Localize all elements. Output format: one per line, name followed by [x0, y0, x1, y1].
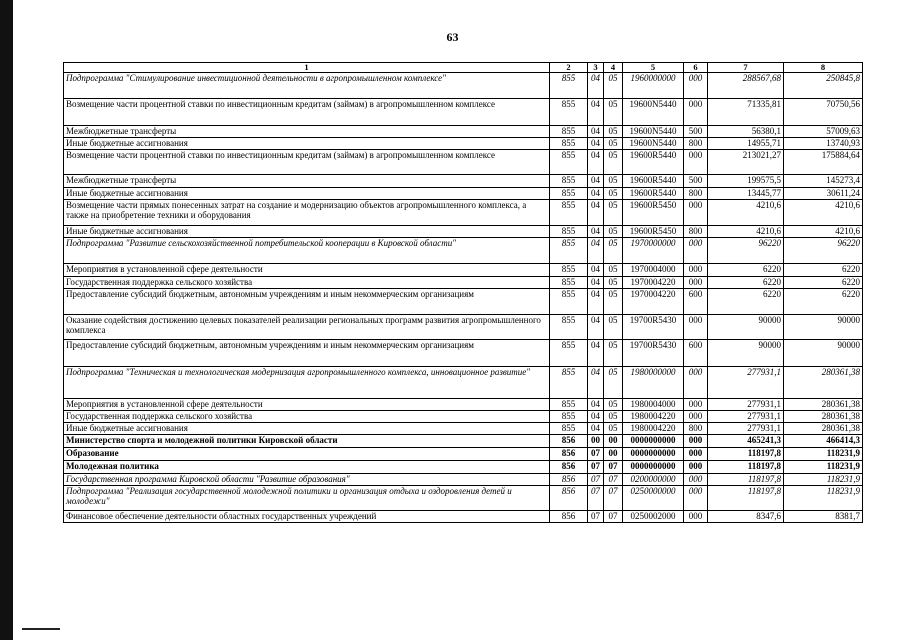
table-row [64, 99, 863, 126]
amount-year-1-cell: 277931,1 [708, 423, 784, 435]
row-name-cell: Предоставление субсидий бюджетным, автономным учреждениям и иным некоммерческим организациям [64, 340, 550, 367]
amount-year-2-cell: 280361,38 [784, 367, 863, 399]
table-row [64, 238, 863, 264]
amount-year-2-cell: 13740,93 [784, 138, 863, 150]
subsection-code-cell: 05 [604, 264, 623, 277]
amount-year-1-cell: 213021,27 [708, 150, 784, 175]
expense-type-cell: 800 [684, 138, 708, 150]
table-row [64, 188, 863, 200]
section-code-cell: 04 [588, 226, 604, 238]
subsection-code-cell: 07 [604, 511, 623, 523]
subsection-code-cell: 05 [604, 277, 623, 289]
amount-year-2-cell: 466414,3 [784, 435, 863, 448]
target-article-cell: 19600N5440 [623, 99, 684, 126]
expense-type-cell: 600 [684, 289, 708, 315]
expense-type-cell: 000 [684, 200, 708, 226]
target-article-cell: 1970004220 [623, 289, 684, 315]
subsection-code-cell: 07 [604, 461, 623, 474]
amount-year-2-cell: 90000 [784, 315, 863, 340]
target-article-cell: 1970004220 [623, 277, 684, 289]
table-body [64, 73, 863, 523]
target-article-cell: 1980004000 [623, 399, 684, 411]
row-name-cell: Мероприятия в установленной сфере деятельности [64, 264, 550, 277]
expense-type-cell: 500 [684, 175, 708, 188]
subsection-code-cell: 05 [604, 150, 623, 175]
subsection-code-cell: 05 [604, 175, 623, 188]
column-header: 1 [64, 63, 550, 73]
target-article-cell: 0200000000 [623, 474, 684, 486]
row-name-cell: Государственная поддержка сельского хозяйства [64, 411, 550, 423]
ministry-code-cell: 855 [550, 226, 588, 238]
expense-type-cell: 000 [684, 411, 708, 423]
row-name-cell: Предоставление субсидий бюджетным, автономным учреждениям и иным некоммерческим организациям [64, 289, 550, 315]
subsection-code-cell: 05 [604, 188, 623, 200]
row-name-cell: Подпрограмма "Техническая и технологическая модернизация агропромышленного комплекса, инновационное развитие" [64, 367, 550, 399]
amount-year-2-cell: 118231,9 [784, 461, 863, 474]
table-row [64, 511, 863, 523]
row-name-cell: Подпрограмма "Реализация государственной молодежной политики и организация отдыха и оздоровления детей и молодежи" [64, 486, 550, 511]
ministry-code-cell: 855 [550, 126, 588, 138]
table-row [64, 150, 863, 175]
table-row [64, 73, 863, 99]
table-row [64, 367, 863, 399]
subsection-code-cell: 05 [604, 411, 623, 423]
amount-year-1-cell: 277931,1 [708, 411, 784, 423]
expense-type-cell: 000 [684, 367, 708, 399]
subsection-code-cell: 05 [604, 399, 623, 411]
amount-year-1-cell: 90000 [708, 340, 784, 367]
target-article-cell: 1980000000 [623, 367, 684, 399]
target-article-cell: 19600N5440 [623, 126, 684, 138]
amount-year-2-cell: 57009,63 [784, 126, 863, 138]
target-article-cell: 0250002000 [623, 511, 684, 523]
amount-year-1-cell: 71335,81 [708, 99, 784, 126]
ministry-code-cell: 855 [550, 99, 588, 126]
target-article-cell: 0000000000 [623, 448, 684, 461]
subsection-code-cell: 05 [604, 238, 623, 264]
target-article-cell: 19600R5440 [623, 150, 684, 175]
amount-year-1-cell: 118197,8 [708, 486, 784, 511]
expense-type-cell: 000 [684, 99, 708, 126]
amount-year-2-cell: 96220 [784, 238, 863, 264]
row-name-cell: Возмещение части процентной ставки по инвестиционным кредитам (займам) в агропромышленном комплексе [64, 150, 550, 175]
ministry-code-cell: 855 [550, 315, 588, 340]
row-name-cell: Возмещение части прямых понесенных затрат на создание и модернизацию объектов агропромышленного комплекса, а также на приобретение техники и оборудования [64, 200, 550, 226]
table-row [64, 277, 863, 289]
table-row [64, 399, 863, 411]
section-code-cell: 04 [588, 423, 604, 435]
column-header: 3 [588, 63, 604, 73]
ministry-code-cell: 856 [550, 461, 588, 474]
section-code-cell: 07 [588, 511, 604, 523]
target-article-cell: 1980004220 [623, 423, 684, 435]
ministry-code-cell: 855 [550, 340, 588, 367]
column-header: 7 [708, 63, 784, 73]
row-name-cell: Иные бюджетные ассигнования [64, 423, 550, 435]
amount-year-1-cell: 14955,71 [708, 138, 784, 150]
table-row [64, 448, 863, 461]
table-row [64, 126, 863, 138]
subsection-code-cell: 05 [604, 340, 623, 367]
section-code-cell: 07 [588, 448, 604, 461]
ministry-code-cell: 855 [550, 175, 588, 188]
row-name-cell: Иные бюджетные ассигнования [64, 188, 550, 200]
row-name-cell: Финансовое обеспечение деятельности областных государственных учреждений [64, 511, 550, 523]
column-header: 6 [684, 63, 708, 73]
row-name-cell: Иные бюджетные ассигнования [64, 138, 550, 150]
target-article-cell: 19600N5440 [623, 138, 684, 150]
subsection-code-cell: 05 [604, 126, 623, 138]
section-code-cell: 04 [588, 367, 604, 399]
section-code-cell: 07 [588, 461, 604, 474]
table-row [64, 486, 863, 511]
expense-type-cell: 000 [684, 448, 708, 461]
section-code-cell: 04 [588, 175, 604, 188]
row-name-cell: Государственная программа Кировской области "Развитие образования" [64, 474, 550, 486]
target-article-cell: 0000000000 [623, 461, 684, 474]
ministry-code-cell: 856 [550, 511, 588, 523]
ministry-code-cell: 855 [550, 138, 588, 150]
ministry-code-cell: 855 [550, 367, 588, 399]
section-code-cell: 04 [588, 411, 604, 423]
amount-year-2-cell: 118231,9 [784, 486, 863, 511]
scan-left-edge [0, 0, 13, 640]
subsection-code-cell: 05 [604, 99, 623, 126]
row-name-cell: Образование [64, 448, 550, 461]
row-name-cell: Межбюджетные трансферты [64, 175, 550, 188]
amount-year-1-cell: 6220 [708, 289, 784, 315]
section-code-cell: 04 [588, 264, 604, 277]
table-row [64, 435, 863, 448]
section-code-cell: 04 [588, 99, 604, 126]
ministry-code-cell: 856 [550, 486, 588, 511]
amount-year-1-cell: 4210,6 [708, 200, 784, 226]
page-number: 63 [446, 30, 459, 44]
expense-type-cell: 000 [684, 461, 708, 474]
amount-year-2-cell: 6220 [784, 277, 863, 289]
ministry-code-cell: 855 [550, 277, 588, 289]
section-code-cell: 07 [588, 486, 604, 511]
table-row [64, 423, 863, 435]
section-code-cell: 04 [588, 340, 604, 367]
subsection-code-cell: 05 [604, 138, 623, 150]
subsection-code-cell: 05 [604, 226, 623, 238]
ministry-code-cell: 855 [550, 411, 588, 423]
footnote-line [22, 628, 60, 630]
expense-type-cell: 000 [684, 277, 708, 289]
expense-type-cell: 800 [684, 226, 708, 238]
ministry-code-cell: 855 [550, 200, 588, 226]
amount-year-1-cell: 96220 [708, 238, 784, 264]
amount-year-2-cell: 118231,9 [784, 474, 863, 486]
amount-year-1-cell: 118197,8 [708, 461, 784, 474]
row-name-cell: Государственная поддержка сельского хозяйства [64, 277, 550, 289]
column-header: 4 [604, 63, 623, 73]
amount-year-2-cell: 30611,24 [784, 188, 863, 200]
amount-year-1-cell: 6220 [708, 277, 784, 289]
table-row [64, 264, 863, 277]
section-code-cell: 04 [588, 238, 604, 264]
expense-type-cell: 000 [684, 399, 708, 411]
subsection-code-cell: 07 [604, 474, 623, 486]
target-article-cell: 19700R5430 [623, 340, 684, 367]
row-name-cell: Молодежная политика [64, 461, 550, 474]
amount-year-2-cell: 70750,56 [784, 99, 863, 126]
section-code-cell: 04 [588, 126, 604, 138]
section-code-cell: 04 [588, 150, 604, 175]
amount-year-1-cell: 118197,8 [708, 474, 784, 486]
ministry-code-cell: 856 [550, 474, 588, 486]
target-article-cell: 1980004220 [623, 411, 684, 423]
table-row [64, 411, 863, 423]
amount-year-1-cell: 277931,1 [708, 367, 784, 399]
expense-type-cell: 000 [684, 150, 708, 175]
ministry-code-cell: 855 [550, 423, 588, 435]
column-header: 2 [550, 63, 588, 73]
ministry-code-cell: 855 [550, 264, 588, 277]
ministry-code-cell: 855 [550, 399, 588, 411]
amount-year-2-cell: 280361,38 [784, 411, 863, 423]
row-name-cell: Мероприятия в установленной сфере деятельности [64, 399, 550, 411]
expense-type-cell: 000 [684, 73, 708, 99]
expense-type-cell: 000 [684, 435, 708, 448]
subsection-code-cell: 05 [604, 315, 623, 340]
expense-type-cell: 000 [684, 238, 708, 264]
target-article-cell: 19600R5440 [623, 188, 684, 200]
amount-year-2-cell: 250845,8 [784, 73, 863, 99]
target-article-cell: 19600R5450 [623, 200, 684, 226]
section-code-cell: 04 [588, 399, 604, 411]
ministry-code-cell: 855 [550, 238, 588, 264]
amount-year-1-cell: 277931,1 [708, 399, 784, 411]
amount-year-2-cell: 4210,6 [784, 200, 863, 226]
column-header: 8 [784, 63, 863, 73]
expense-type-cell: 600 [684, 340, 708, 367]
ministry-code-cell: 855 [550, 73, 588, 99]
row-name-cell: Министерство спорта и молодежной политики Кировской области [64, 435, 550, 448]
target-article-cell: 19600R5440 [623, 175, 684, 188]
budget-table [63, 62, 863, 523]
target-article-cell: 19600R5450 [623, 226, 684, 238]
amount-year-1-cell: 4210,6 [708, 226, 784, 238]
expense-type-cell: 800 [684, 423, 708, 435]
table-row [64, 315, 863, 340]
amount-year-2-cell: 6220 [784, 289, 863, 315]
subsection-code-cell: 05 [604, 200, 623, 226]
section-code-cell: 04 [588, 73, 604, 99]
expense-type-cell: 000 [684, 264, 708, 277]
amount-year-1-cell: 8347,6 [708, 511, 784, 523]
row-name-cell: Подпрограмма "Развитие сельскохозяйственной потребительской кооперации в Кировской области" [64, 238, 550, 264]
target-article-cell: 19700R5430 [623, 315, 684, 340]
target-article-cell: 1960000000 [623, 73, 684, 99]
subsection-code-cell: 05 [604, 423, 623, 435]
row-name-cell: Межбюджетные трансферты [64, 126, 550, 138]
subsection-code-cell: 05 [604, 367, 623, 399]
ministry-code-cell: 856 [550, 448, 588, 461]
subsection-code-cell: 00 [604, 435, 623, 448]
table-row [64, 175, 863, 188]
expense-type-cell: 500 [684, 126, 708, 138]
table-row [64, 474, 863, 486]
amount-year-2-cell: 90000 [784, 340, 863, 367]
ministry-code-cell: 855 [550, 289, 588, 315]
target-article-cell: 1970004000 [623, 264, 684, 277]
ministry-code-cell: 856 [550, 435, 588, 448]
amount-year-2-cell: 175884,64 [784, 150, 863, 175]
column-header: 5 [623, 63, 684, 73]
amount-year-1-cell: 288567,68 [708, 73, 784, 99]
table-row [64, 138, 863, 150]
expense-type-cell: 000 [684, 315, 708, 340]
amount-year-2-cell: 145273,4 [784, 175, 863, 188]
section-code-cell: 04 [588, 277, 604, 289]
section-code-cell: 04 [588, 188, 604, 200]
expense-type-cell: 800 [684, 188, 708, 200]
subsection-code-cell: 00 [604, 448, 623, 461]
amount-year-1-cell: 6220 [708, 264, 784, 277]
section-code-cell: 04 [588, 200, 604, 226]
section-code-cell: 00 [588, 435, 604, 448]
target-article-cell: 0250000000 [623, 486, 684, 511]
table-row [64, 200, 863, 226]
target-article-cell: 0000000000 [623, 435, 684, 448]
table-row [64, 289, 863, 315]
ministry-code-cell: 855 [550, 150, 588, 175]
amount-year-2-cell: 280361,38 [784, 399, 863, 411]
table-row [64, 340, 863, 367]
section-code-cell: 07 [588, 474, 604, 486]
expense-type-cell: 000 [684, 511, 708, 523]
row-name-cell: Возмещение части процентной ставки по инвестиционным кредитам (займам) в агропромышленном комплексе [64, 99, 550, 126]
amount-year-2-cell: 8381,7 [784, 511, 863, 523]
amount-year-2-cell: 118231,9 [784, 448, 863, 461]
amount-year-1-cell: 13445,77 [708, 188, 784, 200]
amount-year-2-cell: 4210,6 [784, 226, 863, 238]
expense-type-cell: 000 [684, 486, 708, 511]
table-row [64, 226, 863, 238]
subsection-code-cell: 05 [604, 73, 623, 99]
table-row [64, 461, 863, 474]
amount-year-1-cell: 56380,1 [708, 126, 784, 138]
expense-type-cell: 000 [684, 474, 708, 486]
amount-year-1-cell: 118197,8 [708, 448, 784, 461]
table-header-row [64, 63, 863, 73]
amount-year-1-cell: 90000 [708, 315, 784, 340]
ministry-code-cell: 855 [550, 188, 588, 200]
section-code-cell: 04 [588, 138, 604, 150]
amount-year-2-cell: 280361,38 [784, 423, 863, 435]
amount-year-1-cell: 199575,5 [708, 175, 784, 188]
row-name-cell: Иные бюджетные ассигнования [64, 226, 550, 238]
section-code-cell: 04 [588, 289, 604, 315]
target-article-cell: 1970000000 [623, 238, 684, 264]
amount-year-2-cell: 6220 [784, 264, 863, 277]
subsection-code-cell: 05 [604, 289, 623, 315]
section-code-cell: 04 [588, 315, 604, 340]
subsection-code-cell: 07 [604, 486, 623, 511]
row-name-cell: Оказание содействия достижению целевых показателей реализации региональных программ развития агропромышленного комплекса [64, 315, 550, 340]
row-name-cell: Подпрограмма "Стимулирование инвестиционной деятельности в агропромышленном комплексе" [64, 73, 550, 99]
amount-year-1-cell: 465241,3 [708, 435, 784, 448]
